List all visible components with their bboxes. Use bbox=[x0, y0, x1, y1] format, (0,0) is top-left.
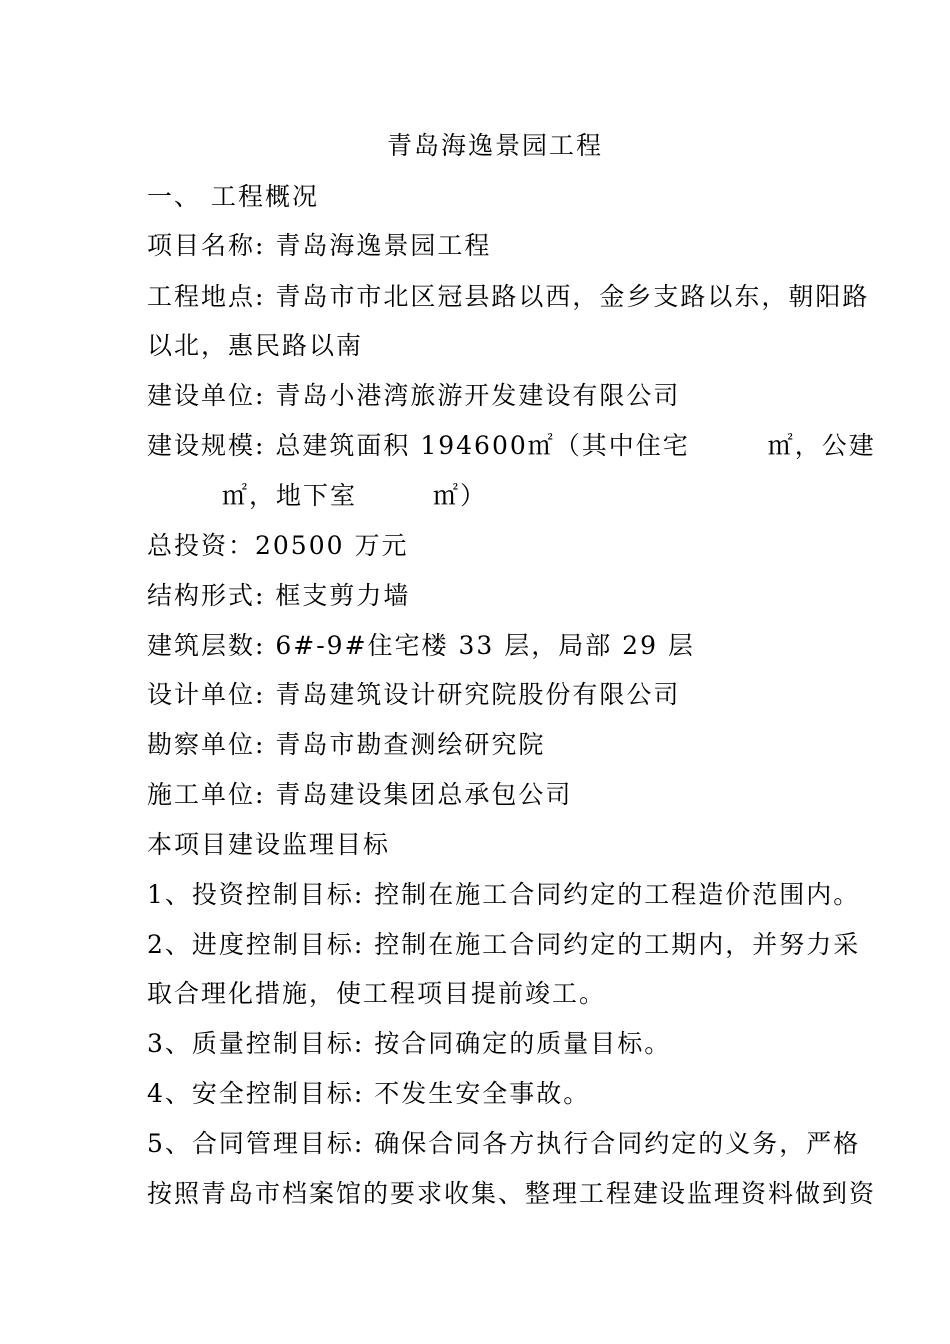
scale-text-d: ㎡） bbox=[433, 481, 488, 510]
goal-quality: 3、质量控制目标: 按合同确定的质量目标。 bbox=[147, 1029, 672, 1058]
developer: 建设单位: 青岛小港湾旅游开发建设有限公司 bbox=[147, 381, 681, 410]
project-location-line2: 以北，惠民路以南 bbox=[147, 331, 364, 360]
design-unit: 设计单位: 青岛建筑设计研究院股份有限公司 bbox=[147, 680, 681, 709]
section-heading: 一、 工程概况 bbox=[147, 182, 319, 211]
project-scale-line2 bbox=[222, 481, 932, 511]
goal-safety: 4、安全控制目标: 不发生安全事故。 bbox=[147, 1079, 591, 1108]
goals-heading: 本项目建设监理目标 bbox=[147, 830, 391, 859]
total-investment: 总投资：20500 万元 bbox=[147, 531, 409, 560]
project-location-line1: 工程地点: 青岛市市北区冠县路以西，金乡支路以东，朝阳路 bbox=[147, 282, 870, 311]
scale-text-c: ㎡，地下室 bbox=[222, 481, 358, 510]
project-scale-line1 bbox=[147, 431, 876, 461]
survey-unit: 勘察单位: 青岛市勘查测绘研究院 bbox=[147, 730, 546, 759]
goal-investment: 1、投资控制目标: 控制在施工合同约定的工程造价范围内。 bbox=[147, 880, 861, 909]
scale-text-b: ㎡，公建 bbox=[767, 431, 876, 460]
building-floors: 建筑层数: 6#-9#住宅楼 33 层，局部 29 层 bbox=[147, 631, 695, 660]
scale-text-a: 建设规模: 总建筑面积 194600㎡（其中住宅 bbox=[147, 431, 690, 460]
goal-contract-line2: 按照青岛市档案馆的要求收集、整理工程建设监理资料做到资 bbox=[147, 1179, 877, 1208]
goal-contract-line1: 5、合同管理目标: 确保合同各方执行合同约定的义务，严格 bbox=[147, 1129, 861, 1158]
goal-progress-line2: 取合理化措施，使工程项目提前竣工。 bbox=[147, 979, 607, 1008]
document-title: 青岛海逸景园工程 bbox=[386, 131, 603, 160]
project-name: 项目名称: 青岛海逸景园工程 bbox=[147, 231, 492, 260]
construction-unit: 施工单位: 青岛建设集团总承包公司 bbox=[147, 780, 573, 809]
structure-type: 结构形式: 框支剪力墙 bbox=[147, 581, 411, 610]
goal-progress-line1: 2、进度控制目标: 控制在施工合同约定的工期内，并努力采 bbox=[147, 930, 861, 959]
